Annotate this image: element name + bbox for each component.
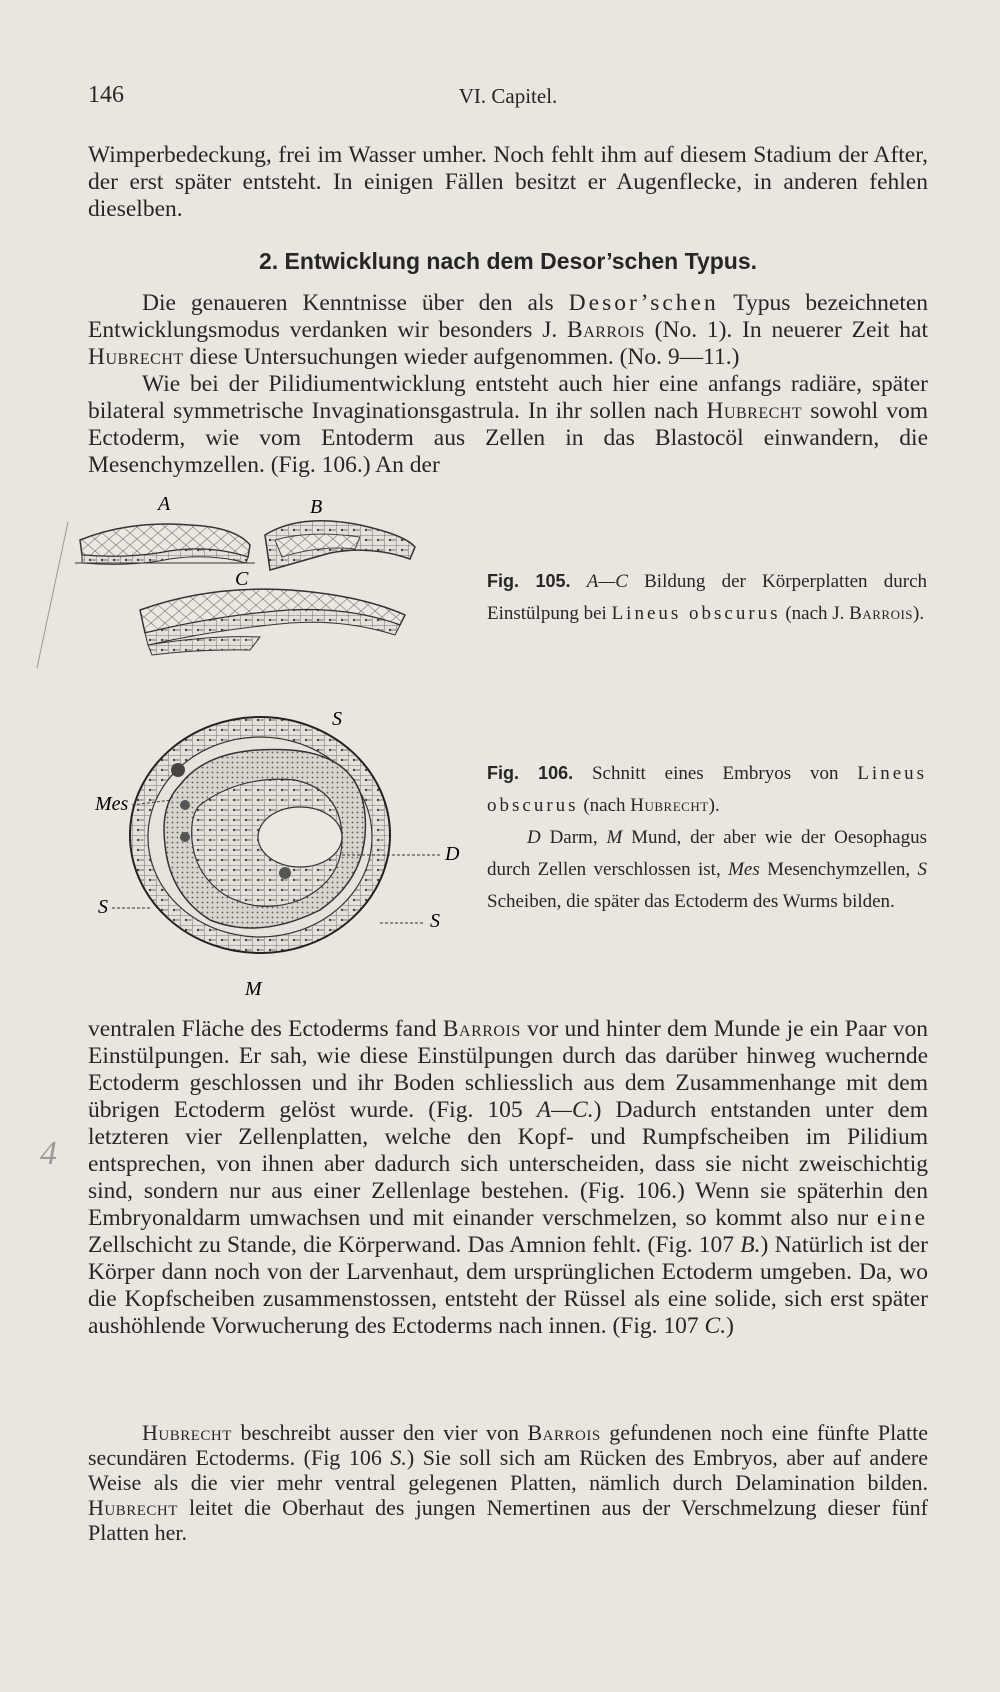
body-text-top bbox=[88, 290, 928, 479]
spaced-term: Desor’schen bbox=[568, 290, 719, 316]
text-run: Darm, bbox=[549, 827, 598, 848]
text-run: Wie bei der Pilidiumentwicklung entsteht auch hier eine anfangs radiäre, später bilateral symmetrische Invaginationsgastrula. In ihr sollen nach bbox=[88, 371, 928, 424]
fig106-embryo-section bbox=[130, 717, 390, 953]
text-run: ) Natürlich ist der Körper dann noch von der Larvenhaut, dem ursprünglichen Ectoderm umgeben. Da, wo die Kopfscheiben zusammenstossen, entsteht der Rüssel als eine solide, sich erst später aushöhlende Vorwucherung des Ectoderms nach innen. (Fig. 107 bbox=[88, 1232, 929, 1339]
figure-label: Fig. 106. bbox=[487, 763, 574, 783]
text-run: Mund, der aber wie der Oesophagus durch Zellen verschlossen ist, bbox=[487, 827, 927, 880]
italic-run: M bbox=[606, 827, 623, 848]
text-run: (No. 1). In neuerer Zeit hat bbox=[654, 317, 928, 343]
caption-fig-106 bbox=[487, 757, 927, 918]
text-run: leitet die Oberhaut des jungen Nemertinen aus der Verschmelzung dieser fünf Platten her. bbox=[88, 1495, 928, 1545]
text-run: ) Dadurch entstanden unter dem letzteren vier Zellenplatten, welche den Kopf- und Rumpfscheiben im Pilidium entsprechen, von ihnen aber dadurch sich unterscheiden, dass sie nicht zweischichtig sind, sondern nur aus einer Zellenlage bestehen. (Fig. 106.) Wenn sie späterhin den Embryonaldarm umwachsen und mit einander verschmelzen, so kommt also nur bbox=[88, 1097, 928, 1231]
text-run: beschreibt ausser den vier von bbox=[240, 1420, 519, 1445]
paragraph-3 bbox=[88, 1016, 928, 1340]
spaced-term: eine bbox=[876, 1205, 929, 1231]
author-name: Hubrecht bbox=[630, 795, 709, 816]
label-s-left: S bbox=[98, 896, 108, 918]
label-a: A bbox=[158, 493, 171, 515]
italic-run: B. bbox=[740, 1232, 761, 1258]
intro-paragraph bbox=[88, 142, 928, 223]
fig105-b-drawing bbox=[265, 521, 415, 570]
caption-106-text bbox=[487, 757, 927, 822]
text-run: Bildung der Körperplatten durch Einstülpung bei bbox=[487, 571, 928, 624]
text-run: Die genaueren Kenntnisse über den als bbox=[142, 290, 554, 316]
caption-106-legend bbox=[487, 822, 927, 918]
section-title: 2. Entwicklung nach dem Desor’schen Typus. bbox=[258, 248, 758, 274]
italic-run: D bbox=[527, 827, 541, 848]
italic-run: Mes bbox=[728, 859, 760, 880]
text-run: vor und hinter dem Munde je ein Paar von Einstülpungen. Er sah, wie diese Einstülpungen durch das darüber hinweg wuchernde Ectoderm geschlossen und ihr Boden schliesslich aus dem Zusammenhange mit dem übrigen Ectoderm gelöst wurde. (Fig. 105 bbox=[88, 1016, 928, 1123]
intro-text: Wimperbedeckung, frei im Wasser umher. Noch fehlt ihm auf diesem Stadium der After, der erst später entsteht. In einigen Fällen besitzt er Augenflecke, in anderen fehlen dieselben. bbox=[88, 142, 928, 222]
species-name: Lineus obscurus bbox=[611, 603, 781, 624]
text-run: (nach J. bbox=[785, 603, 845, 624]
text-run: ) Sie soll sich am Rücken des Embryos, aber auf andere Weise als die vier mehr ventral gelegenen Platten, nämlich durch Delamination bilden. bbox=[88, 1445, 929, 1495]
text-run: gefundenen noch eine fünfte Platte secundären Ectoderms. (Fig 106 bbox=[88, 1420, 929, 1470]
author-name: Barrois bbox=[567, 317, 645, 343]
author-name: Hubrecht bbox=[88, 1495, 178, 1520]
text-run: sowohl vom Ectoderm, wie vom Entoderm aus Zellen in das Blastocöl einwandern, die Mesenchymzellen. (Fig. 106.) An der bbox=[88, 398, 928, 478]
label-mes: Mes bbox=[95, 793, 129, 815]
italic-run: A—C. bbox=[536, 1097, 594, 1123]
label-c: C bbox=[235, 568, 249, 590]
page-header bbox=[88, 82, 928, 122]
author-name: Hubrecht bbox=[88, 344, 184, 370]
author-name: Hubrecht bbox=[142, 1420, 232, 1445]
italic-run: C. bbox=[704, 1313, 727, 1339]
caption-105-text bbox=[487, 565, 927, 630]
label-s-top: S bbox=[332, 708, 342, 730]
paragraph-1 bbox=[88, 290, 928, 371]
body-text-bottom bbox=[88, 1420, 928, 1545]
body-text-lower bbox=[88, 1016, 928, 1340]
author-name: Barrois bbox=[527, 1420, 601, 1445]
page-number: 146 bbox=[88, 82, 124, 108]
species-name: Lineus obscurus bbox=[487, 763, 928, 816]
label-d: D bbox=[445, 843, 460, 865]
text-run: Typus bezeichneten Entwicklungsmodus verdanken wir besonders J. bbox=[88, 290, 929, 343]
text-run: (nach bbox=[583, 795, 626, 816]
fig105-a-drawing bbox=[75, 524, 255, 564]
text-run: diese Untersuchungen wieder aufgenommen. (No. 9—11.) bbox=[189, 344, 740, 370]
text-run: Schnitt eines Embryos von bbox=[591, 763, 839, 784]
text-run: ). bbox=[913, 603, 925, 624]
figure-label: Fig. 105. bbox=[487, 571, 571, 591]
italic-run: S. bbox=[390, 1445, 407, 1470]
label-s-right: S bbox=[430, 910, 440, 932]
caption-fig-105 bbox=[487, 565, 927, 630]
text-run: Mesenchymzellen, bbox=[767, 859, 911, 880]
author-name: Barrois bbox=[442, 1016, 521, 1042]
fig105-c-drawing bbox=[140, 589, 405, 655]
embryo-drawing bbox=[60, 493, 480, 1010]
figure-illustration bbox=[60, 493, 480, 1010]
text-run: ). bbox=[708, 795, 720, 816]
author-name: Barrois bbox=[849, 603, 914, 624]
label-b: B bbox=[310, 496, 323, 518]
italic-run: A—C bbox=[586, 571, 628, 592]
text-run: ventralen Fläche des Ectoderms fand bbox=[88, 1016, 437, 1042]
text-run: Scheiben, die später das Ectoderm des Wurms bilden. bbox=[487, 891, 895, 912]
text-run: Zellschicht zu Stande, die Körperwand. Das Amnion fehlt. (Fig. 107 bbox=[88, 1232, 735, 1258]
italic-run: S bbox=[917, 859, 928, 880]
margin-pencil-mark: 4 bbox=[40, 1135, 57, 1172]
paragraph-4 bbox=[88, 1420, 928, 1545]
running-head: VI. Capitel. bbox=[458, 84, 558, 108]
text-run: ) bbox=[726, 1313, 734, 1339]
author-name: Hubrecht bbox=[706, 398, 803, 424]
paragraph-2 bbox=[88, 371, 928, 479]
label-m: M bbox=[245, 978, 262, 1000]
